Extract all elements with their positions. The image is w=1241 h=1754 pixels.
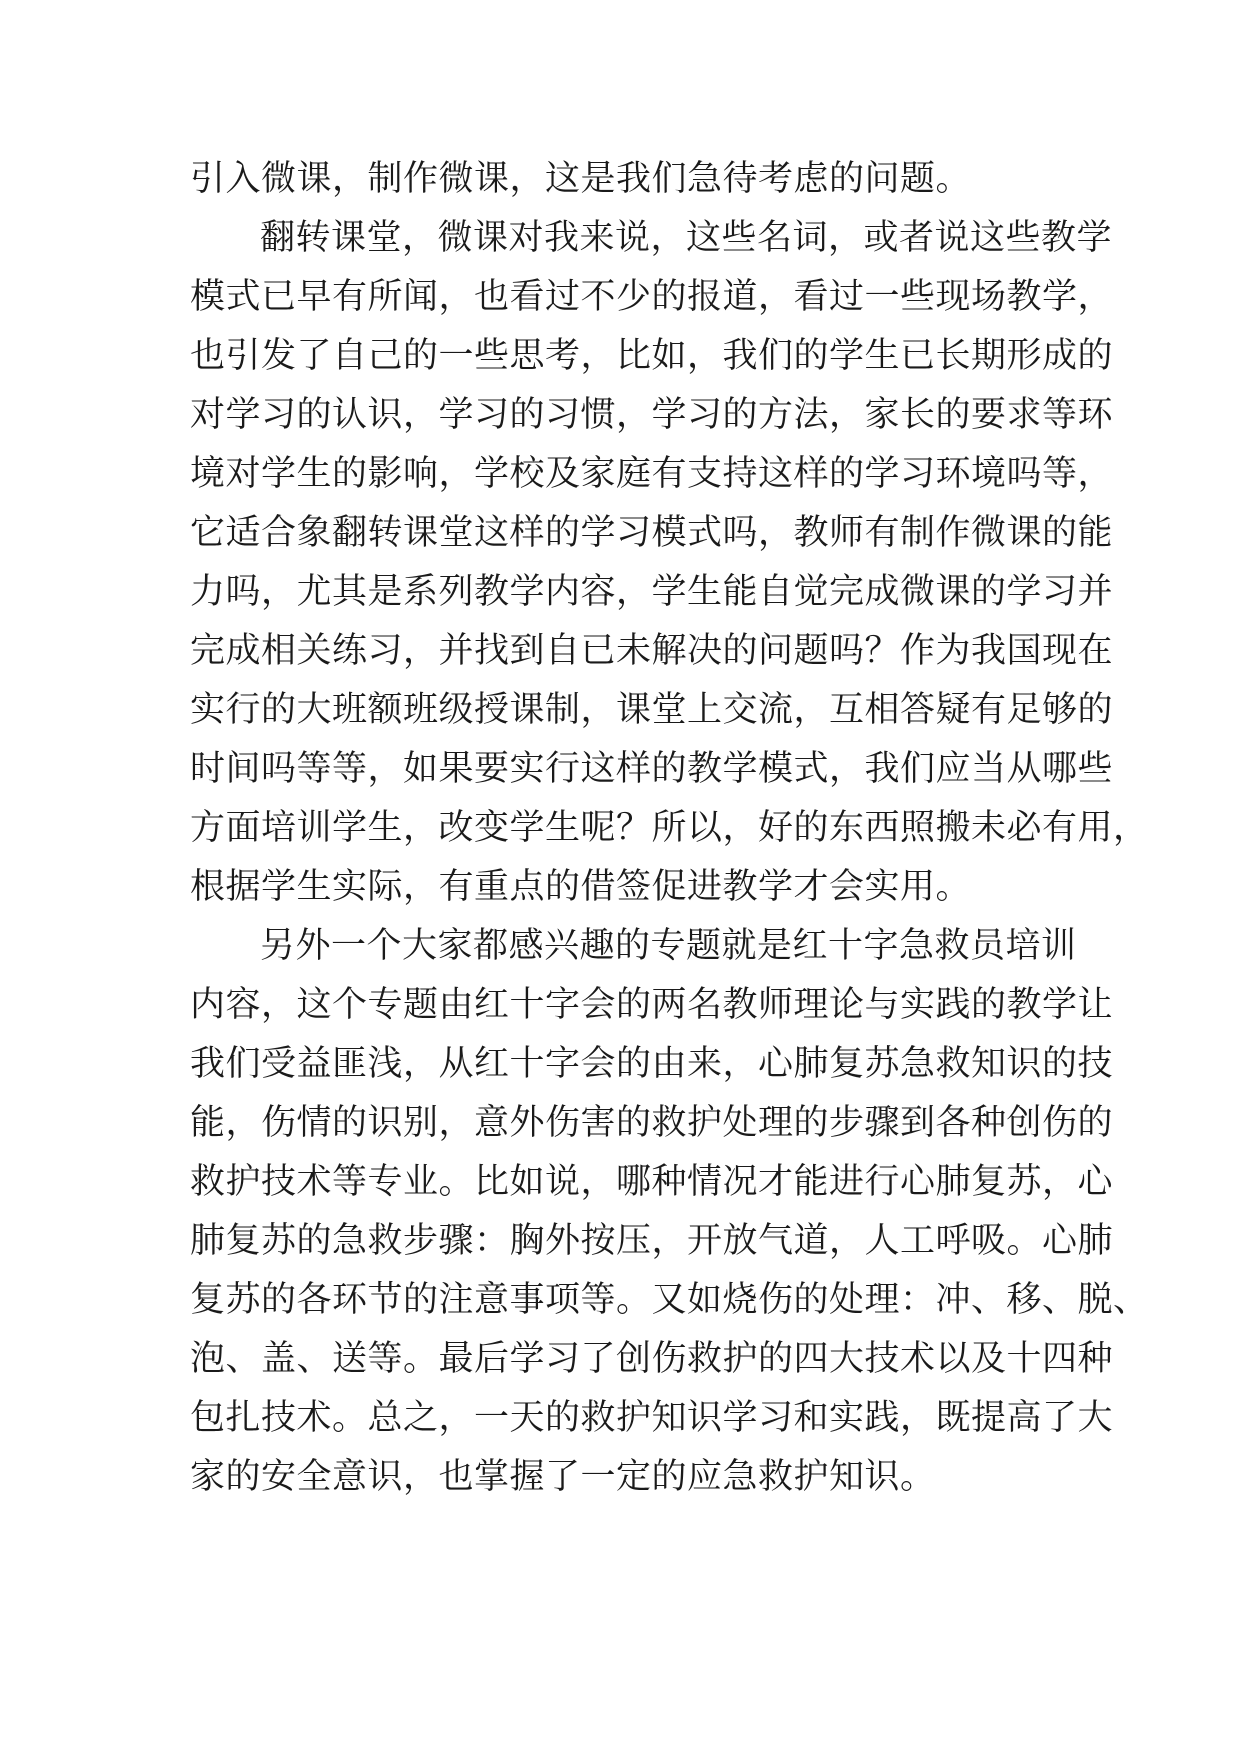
document-body [190,150,1149,1507]
text-line: 也引发了自己的一些思考，比如，我们的学生已长期形成的 [190,336,1114,376]
paragraph-first-line: 另外一个大家都感兴趣的专题就是红十字急救员培训 [260,926,1077,966]
text-line: 复苏的各环节的注意事项等。又如烧伤的处理：冲、移、脱、 [190,1280,1149,1320]
text-line: 包扎技术。总之，一天的救护知识学习和实践，既提高了大 [190,1398,1114,1438]
text-line: 力吗，尤其是系列教学内容，学生能自觉完成微课的学习并 [190,572,1114,612]
text-line: 肺复苏的急救步骤：胸外按压，开放气道，人工呼吸。心肺 [190,1221,1114,1261]
text-line: 实行的大班额班级授课制，课堂上交流，互相答疑有足够的 [190,690,1114,730]
text-line: 我们受益匪浅，从红十字会的由来，心肺复苏急救知识的技 [190,1044,1114,1084]
text-line: 完成相关练习，并找到自已未解决的问题吗？作为我国现在 [190,631,1114,671]
text-line: 引入微课，制作微课，这是我们急待考虑的问题。 [190,159,972,199]
paragraph-first-line: 翻转课堂，微课对我来说，这些名词，或者说这些教学 [260,218,1113,258]
text-line: 家的安全意识，也掌握了一定的应急救护知识。 [190,1457,936,1497]
text-line: 根据学生实际，有重点的借签促进教学才会实用。 [190,867,972,907]
text-line: 境对学生的影响，学校及家庭有支持这样的学习环境吗等， [190,454,1114,494]
text-line: 泡、盖、送等。最后学习了创伤救护的四大技术以及十四种 [190,1339,1114,1379]
text-line: 对学习的认识，学习的习惯，学习的方法，家长的要求等环 [190,395,1114,435]
text-line: 救护技术等专业。比如说，哪种情况才能进行心肺复苏，心 [190,1162,1114,1202]
text-line: 能，伤情的识别，意外伤害的救护处理的步骤到各种创伤的 [190,1103,1114,1143]
text-line: 它适合象翻转课堂这样的学习模式吗，教师有制作微课的能 [190,513,1114,553]
text-line: 时间吗等等，如果要实行这样的教学模式，我们应当从哪些 [190,749,1114,789]
text-line: 方面培训学生，改变学生呢？所以，好的东西照搬未必有用， [190,808,1149,848]
text-line: 模式已早有所闻，也看过不少的报道，看过一些现场教学， [190,277,1114,317]
text-line: 内容，这个专题由红十字会的两名教师理论与实践的教学让 [190,985,1114,1025]
